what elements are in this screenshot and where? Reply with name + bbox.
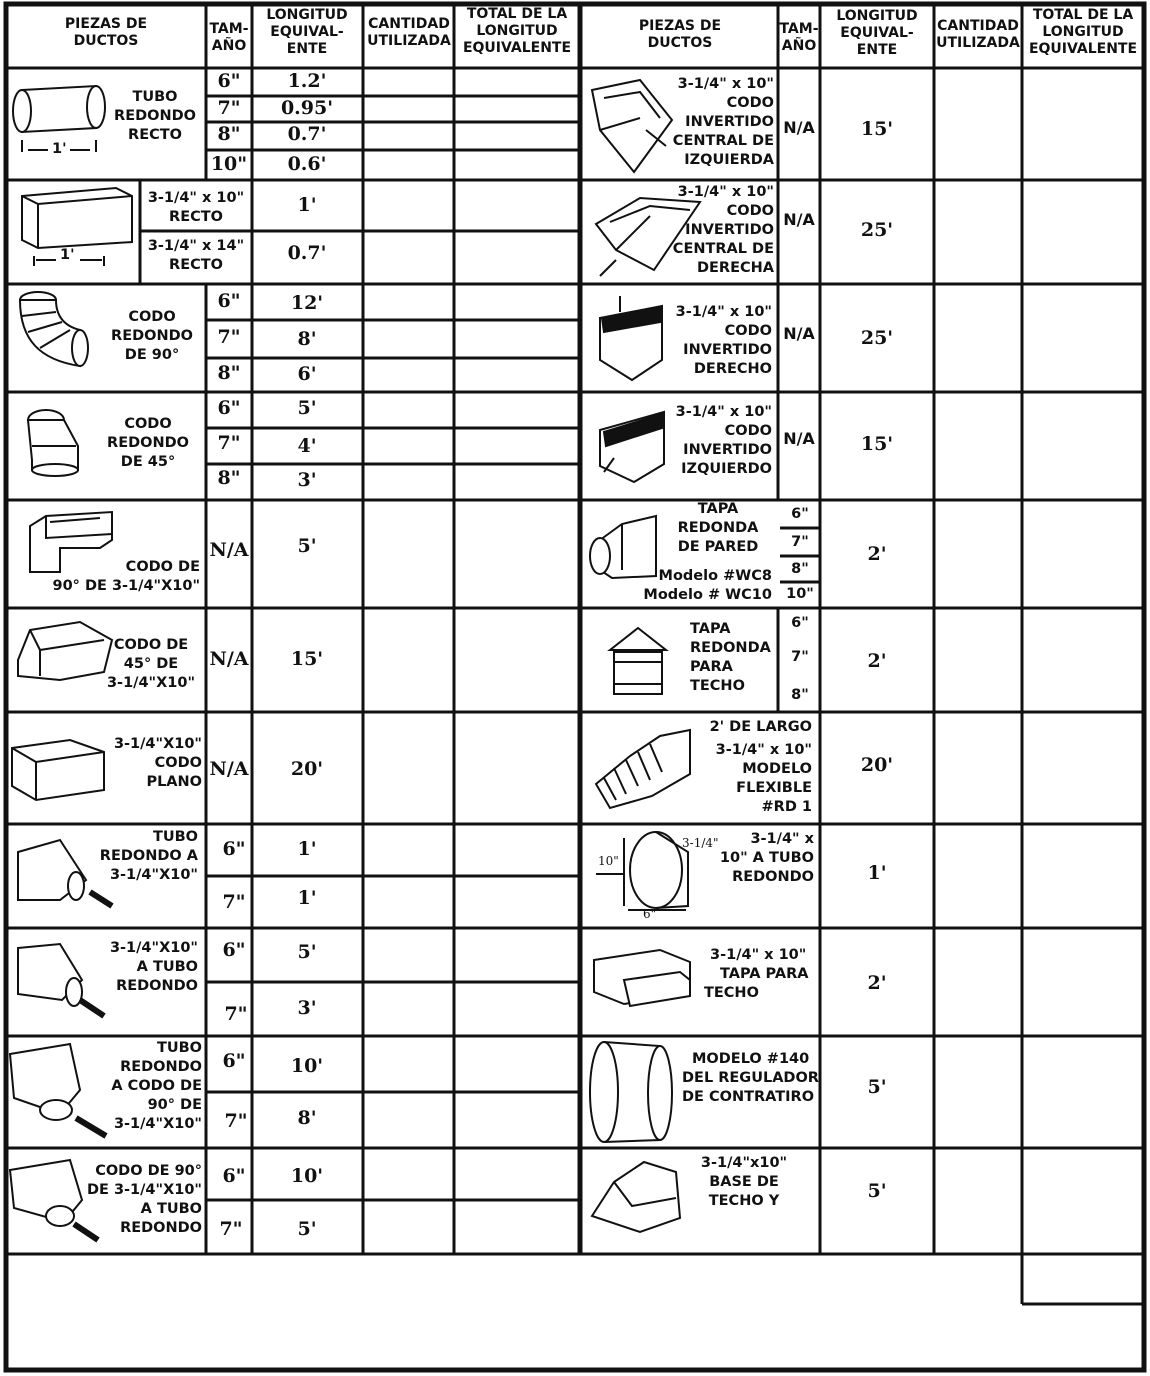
header-piezas: PIEZAS DE DUCTOS xyxy=(64,16,148,49)
size-cell: 6" xyxy=(222,1165,246,1187)
size-cell: 10" xyxy=(210,153,248,175)
size-cell: 6" xyxy=(791,615,809,631)
size-cell: N/A xyxy=(783,118,815,137)
model-numbers: Modelo #WC8 Modelo # WC10 xyxy=(643,568,772,603)
size-cell: N/A xyxy=(783,429,815,448)
length-cell: 1' xyxy=(867,862,887,884)
dimension-label: 10" xyxy=(598,854,619,868)
piece-name: 3-1/4" x 14" RECTO xyxy=(147,238,245,273)
length-cell: 2' xyxy=(867,972,887,994)
piece-name: 2' DE LARGO 3-1/4" x 10" MODELO FLEXIBLE #RD 1 xyxy=(709,719,812,815)
length-cell: 4' xyxy=(297,435,317,457)
size-cell: N/A xyxy=(209,648,249,670)
piece-name: TAPA REDONDA PARA TECHO xyxy=(690,621,771,694)
length-cell: 5' xyxy=(867,1076,887,1098)
piece-name: 3-1/4"x10" BASE DE TECHO Y xyxy=(700,1155,788,1209)
piece-name: 3-1/4" x 10" CODO INVERTIDO CENTRAL DE DERECHA xyxy=(672,184,774,276)
length-cell: 15' xyxy=(290,648,324,670)
piece-name: 3-1/4" x 10" CODO INVERTIDO DERECHO xyxy=(675,304,772,377)
size-cell: 7" xyxy=(217,432,241,454)
rectangular-duct-icon xyxy=(22,188,132,266)
length-cell: 25' xyxy=(860,327,894,349)
header-cantidad: CANTIDAD UTILIZADA xyxy=(367,16,451,49)
length-cell: 0.95' xyxy=(280,97,334,119)
piece-name: CODO DE 90° DE 3-1/4"X10" A TUBO REDONDO xyxy=(86,1163,202,1236)
piece-name: 3-1/4" x 10" TAPA PARA TECHO xyxy=(704,947,809,1001)
header-tam: TAM- AÑO xyxy=(209,21,249,54)
size-cell: 8" xyxy=(217,123,241,145)
size-cell: 7" xyxy=(224,1003,248,1025)
piece-name: 3-1/4" x 10" RECTO xyxy=(147,190,245,225)
size-cell: 7" xyxy=(791,534,809,550)
length-cell: 0.6' xyxy=(287,153,327,175)
piece-name: 3-1/4" x 10" CODO INVERTIDO IZQUIERDO xyxy=(675,404,772,477)
length-cell: 1.2' xyxy=(287,70,327,92)
piece-name: CODO REDONDO DE 45° xyxy=(107,416,189,470)
size-cell: N/A xyxy=(783,324,815,343)
size-cell: 7" xyxy=(217,97,241,119)
size-cell: 6" xyxy=(222,1050,246,1072)
size-cell: 7" xyxy=(791,649,809,665)
piece-name: CODO REDONDO DE 90° xyxy=(111,309,193,363)
length-cell: 20' xyxy=(860,754,894,776)
size-cell: 6" xyxy=(791,506,809,522)
length-cell: 0.7' xyxy=(287,242,327,264)
length-cell: 5' xyxy=(297,1218,317,1240)
length-cell: 5' xyxy=(297,535,317,557)
length-cell: 10' xyxy=(290,1165,324,1187)
size-cell: 6" xyxy=(217,397,241,419)
length-cell: 5' xyxy=(867,1180,887,1202)
header-total: TOTAL DE LA LONGITUD EQUIVALENTE xyxy=(462,6,572,56)
size-cell: 8" xyxy=(217,467,241,489)
dimension-label: 3-1/4" xyxy=(682,836,719,850)
length-cell: 2' xyxy=(867,543,887,565)
piece-name: CODO DE 45° DE 3-1/4"X10" xyxy=(106,637,196,691)
length-cell: 6' xyxy=(297,363,317,385)
roof-base-icon xyxy=(592,1162,680,1232)
piece-name: MODELO #140 DEL REGULADOR DE CONTRATIRO xyxy=(682,1051,819,1105)
piece-name: 3-1/4"X10" CODO PLANO xyxy=(113,736,202,790)
rect-to-round-adapter-icon xyxy=(596,832,688,910)
header-longitud-right: LONGITUD EQUIVAL- ENTE xyxy=(836,8,918,58)
size-cell: 10" xyxy=(786,586,814,602)
size-cell: 8" xyxy=(217,362,241,384)
length-cell: 12' xyxy=(290,292,324,314)
length-cell: 1' xyxy=(297,194,317,216)
size-cell: 6" xyxy=(222,838,246,860)
piece-name: TUBO REDONDO RECTO xyxy=(114,89,196,143)
length-cell: 15' xyxy=(860,118,894,140)
header-tam-right: TAM- AÑO xyxy=(779,21,819,54)
length-cell: 1' xyxy=(297,887,317,909)
length-cell: 3' xyxy=(297,997,317,1019)
round-elbow-45-icon xyxy=(28,410,78,476)
length-cell: 1' xyxy=(297,838,317,860)
rect-roof-cap-icon xyxy=(594,950,690,1006)
header-cantidad-right: CANTIDAD UTILIZADA xyxy=(936,18,1020,51)
size-cell: 7" xyxy=(224,1110,248,1132)
backdraft-damper-icon xyxy=(590,1042,672,1142)
length-cell: 3' xyxy=(297,469,317,491)
piece-name: TUBO REDONDO A CODO DE 90° DE 3-1/4"X10" xyxy=(111,1040,202,1132)
dimension-label: 1' xyxy=(60,247,75,263)
dimension-label: 1' xyxy=(52,141,67,157)
size-cell: 6" xyxy=(217,290,241,312)
length-cell: 10' xyxy=(290,1055,324,1077)
round-elbow-90-icon xyxy=(20,292,88,366)
size-cell: N/A xyxy=(209,758,249,780)
size-cell: N/A xyxy=(209,539,249,561)
length-cell: 25' xyxy=(860,219,894,241)
length-cell: 20' xyxy=(290,758,324,780)
size-cell: 7" xyxy=(222,891,246,913)
piece-name: TAPA REDONDA DE PARED xyxy=(677,501,759,555)
rectangular-elbow-45-icon xyxy=(18,622,112,680)
length-cell: 8' xyxy=(297,1107,317,1129)
size-cell: 6" xyxy=(222,939,246,961)
piece-name: TUBO REDONDO A 3-1/4"X10" xyxy=(99,829,198,883)
size-cell: 7" xyxy=(217,326,241,348)
size-cell: 8" xyxy=(791,561,809,577)
size-cell: 6" xyxy=(217,70,241,92)
length-cell: 15' xyxy=(860,433,894,455)
size-cell: 8" xyxy=(791,687,809,703)
header-longitud: LONGITUD EQUIVAL- ENTE xyxy=(266,7,348,57)
header-piezas-right: PIEZAS DE DUCTOS xyxy=(638,18,722,51)
piece-name: 3-1/4"X10" A TUBO REDONDO xyxy=(109,940,198,994)
piece-name: CODO DE 90° DE 3-1/4"X10" xyxy=(52,559,200,594)
round-roof-cap-icon xyxy=(610,628,666,694)
header-total-right: TOTAL DE LA LONGITUD EQUIVALENTE xyxy=(1028,7,1138,57)
length-cell: 8' xyxy=(297,328,317,350)
length-cell: 0.7' xyxy=(287,123,327,145)
piece-name: 3-1/4" x 10" CODO INVERTIDO CENTRAL DE IZQUIERDA xyxy=(672,76,774,168)
size-cell: 7" xyxy=(219,1218,243,1240)
length-cell: 5' xyxy=(297,397,317,419)
size-cell: N/A xyxy=(783,210,815,229)
dimension-label: 6" xyxy=(643,907,657,921)
grand-total-cell[interactable] xyxy=(1024,1256,1142,1302)
length-cell: 5' xyxy=(297,941,317,963)
length-cell: 2' xyxy=(867,650,887,672)
piece-name: 3-1/4" x 10" A TUBO REDONDO xyxy=(719,831,814,885)
